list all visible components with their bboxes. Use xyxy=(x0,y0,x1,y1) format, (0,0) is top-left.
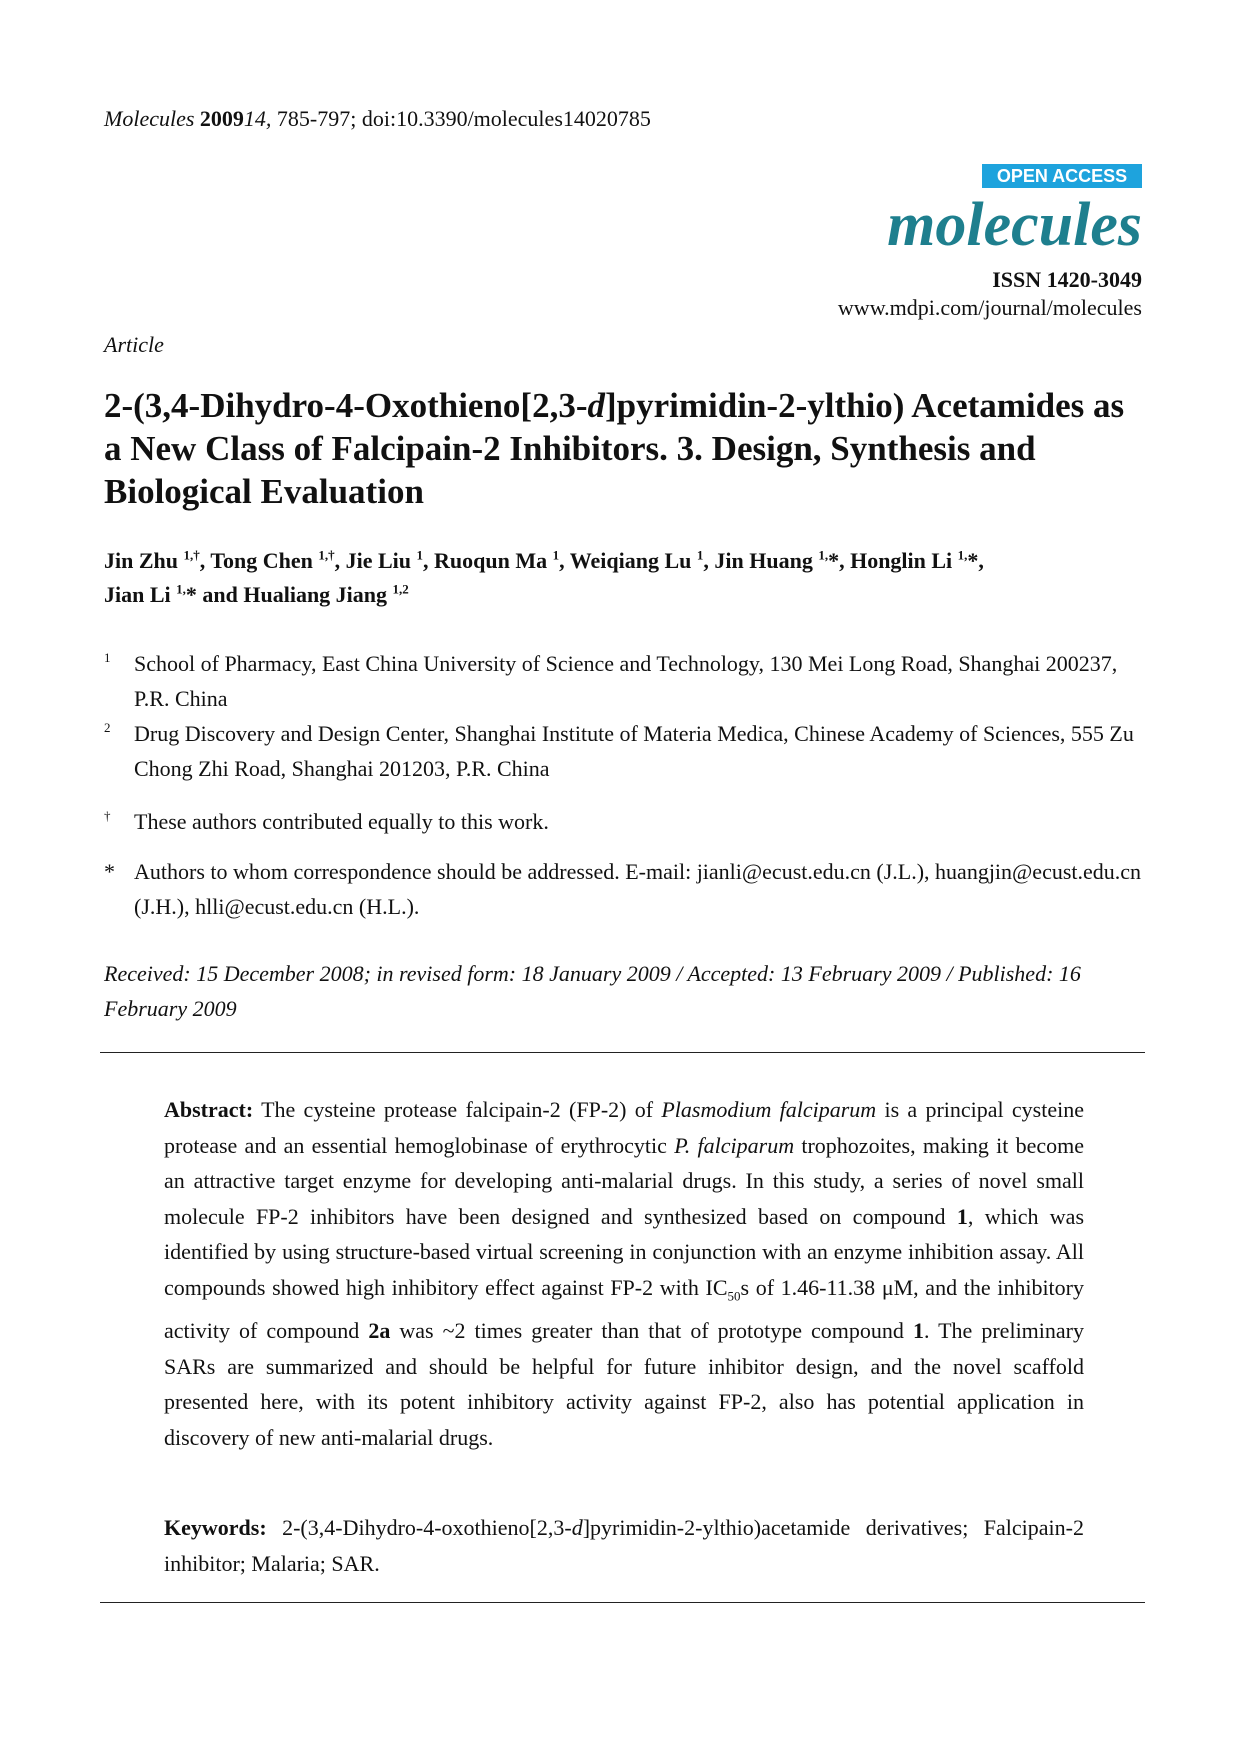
title-part-1: 2-(3,4-Dihydro-4-Oxothieno[2,3- xyxy=(104,386,588,425)
note-text: These authors contributed equally to this work. xyxy=(134,809,549,834)
author: Jian Li $^{1,}$* and xyxy=(104,581,244,607)
citation-volume: 14, xyxy=(243,106,272,131)
equal-contribution-note xyxy=(104,804,1144,839)
author: Jin Zhu $^{1,\dagger}$, xyxy=(104,547,211,573)
publication-dates: Received: 15 December 2008; in revised form: 18 January 2009 / Accepted: 13 February 2009 / Published: 16 February 2009 xyxy=(104,961,1081,1021)
abstract: Abstract: The cysteine protease falcipain-2 (FP-2) of Plasmodium falciparum is a principal cysteine protease and an essential hemoglobinase of erythrocytic P. falciparum trophozoites, making it become an attractive target enzyme for developing anti-malarial drugs. In this study, a series of novel small molecule FP-2 inhibitors have been designed and synthesized based on compound 1, which was identified by using structure-based virtual screening in conjunction with an enzyme inhibition assay. All compounds showed high inhibitory effect against FP-2 with $IC_{50}s$ of 1.46-11.38 μM, and the inhibitory activity of compound 2a was ~2 times greater than that of prototype compound 1. The preliminary SARs are summarized and should be helpful for future inhibitor design, and the novel scaffold presented here, with its potent inhibitory activity against FP-2, also has potential application in discovery of new anti-malarial drugs. xyxy=(164,1097,1085,1450)
open-access-badge: OPEN ACCESS xyxy=(982,164,1142,188)
abstract-label: Abstract: xyxy=(164,1097,254,1122)
author: Jin Huang $^{1,}$*, xyxy=(714,547,851,573)
citation-year: 2009 xyxy=(199,106,244,131)
journal-url[interactable]: www.mdpi.com/journal/molecules xyxy=(837,295,1142,320)
affiliation-2 xyxy=(104,716,1144,786)
author-list xyxy=(104,544,1144,612)
keywords: Keywords: 2-(3,4-Dihydro-4-oxothieno[2,3-d]pyrimidin-2-ylthio)acetamide derivatives; Falcipain-2 inhibitor; Malaria; SAR. xyxy=(164,1515,1084,1576)
citation-pages-doi: 785-797; doi:10.3390/molecules14020785 xyxy=(276,106,651,131)
correspondence-text: Authors to whom correspondence should be addressed. E-mail: jianli@ecust.edu.cn (J.L.), huangjin@ecust.edu.cn (J.H.), hlli@ecust.edu.cn (H.L.). xyxy=(134,859,1142,919)
citation-journal: Molecules xyxy=(104,106,195,131)
title-italic: d xyxy=(587,386,605,425)
asterisk-mark: * xyxy=(104,859,115,884)
affiliation-text: Drug Discovery and Design Center, Shanghai Institute of Materia Medica, Chinese Academy of Sciences, 555 Zu Chong Zhi Road, Shanghai 201203, P.R. China xyxy=(134,721,1134,781)
author: Jie Liu $^1$, xyxy=(345,547,435,573)
affiliation-mark: 1 xyxy=(104,650,111,665)
affiliation-mark: 2 xyxy=(104,720,111,735)
article-type: Article xyxy=(104,332,164,357)
title-part-2: ]pyrimidin-2-ylthio) Acetamides as a New Class of Falcipain-2 Inhibitors. 3. Design, Synthesis and Biological Evaluation xyxy=(104,386,1125,511)
affiliation-1 xyxy=(104,646,1144,716)
divider-bottom xyxy=(100,1602,1145,1603)
issn: ISSN 1420-3049 xyxy=(992,267,1142,292)
author: Hualiang Jiang $^{1,2}$ xyxy=(243,581,409,607)
author: Weiqiang Lu $^1$, xyxy=(569,547,715,573)
correspondence-note xyxy=(104,854,1144,924)
citation-line xyxy=(104,104,651,134)
divider-top xyxy=(100,1052,1145,1053)
paper-title xyxy=(104,384,1149,513)
author: Honglin Li $^{1,}$*, xyxy=(850,547,984,573)
affiliation-text: School of Pharmacy, East China University of Science and Technology, 130 Mei Long Road, Shanghai 200237, P.R. China xyxy=(134,651,1118,711)
journal-logo-text: molecules xyxy=(887,191,1142,259)
keywords-label: Keywords: xyxy=(164,1515,267,1540)
dagger-mark: † xyxy=(104,808,111,823)
author: Tong Chen $^{1,\dagger}$, xyxy=(210,547,346,573)
author: Ruoqun Ma $^1$, xyxy=(434,547,570,573)
